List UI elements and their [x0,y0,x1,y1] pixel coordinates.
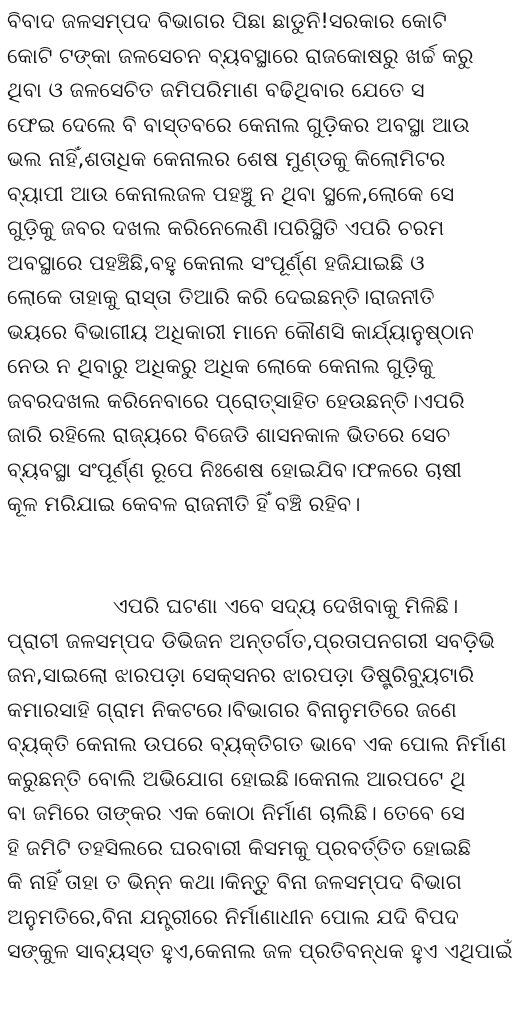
text-line: କରୁଛନ୍ତି ବୋଲି ଅଭିଯୋଗ ହୋଇଛି।କେନାଲ ଆରପଟେ ଥି [7,766,466,791]
text-line: ଫେଇ ଦେଲେ ବି ବାସ୍ତବରେ କେନାଲ ଗୁଡ଼ିକର ଅବସ୍ଥା ଆଉ [7,112,470,137]
text-line: କୂଳ ମରିଯାଇ କେବଳ ରାଜନୀତି ହିଁ ବଞ୍ଚି ରହିବ। [7,492,361,516]
text-line: ବ୍ୟବସ୍ଥା ସଂପୂର୍ଣ୍ଣ ରୂପେ ନିଃଶେଷ ହୋଇଯିବ।ଫଳରେ ଚାଷୀ [7,457,462,482]
text-line-indented [7,589,517,624]
text-line: ଭଲ ନାହିଁ,ଶତାଧିକ କେନାଲର ଶେଷ ମୁଣ୍ଡକୁ କିଲୋମିଟର [7,147,446,171]
text-line: କୋଟି ଟଙ୍କା ଜଳସେଚନ ବ୍ୟବସ୍ଥାରେ ରାଜକୋଷରୁ ଖର୍ଚ୍ଚ କରୁ [7,43,474,68]
text-line: ଜାରି ରହିଲେ ରାଜ୍ୟରେ ବିଜେଡି ଶାସନକାଳ ଭିତରେ ସେଚ [7,423,451,447]
text-line: ନେଉ ନ ଥିବାରୁ ଅଧିକରୁ ଅଧିକ ଲୋକେ କେନାଲ ଗୁଡ଼ିକୁ [7,354,434,378]
text-line: ସଙ୍କୁଳ ସାବ୍ୟସ୍ତ ହୁଏ,କେନାଲ ଜଳ ପ୍ରତିବନ୍ଧକ ହୁଏ ଏଥିପାଇଁ [7,939,513,963]
text-line: କି ନାହିଁ ତାହା ତ ଭିନ୍ନ କଥା।କିନ୍ତୁ ବିନା ଜଳସମ୍ପଦ ବିଭାଗ [7,870,462,894]
text-line: ଗୁଡ଼ିକୁ ଜବର ଦଖଲ କରିନେଲେଣି।ପରିସ୍ଥିତି ଏପରି ଚରମ [7,216,445,240]
text-line: ପ୍ରାଚୀ ଜଳସମ୍ପଦ ଡିଭିଜନ ଅନ୍ତର୍ଗତ,ପ୍ରତାପନଗରୀ ସବଡ଼ିଭି [7,628,495,653]
text-line: ବା ଜମିରେ ତାଙ୍କର ଏକ କୋଠା ନିର୍ମାଣ ଚାଲିଛି। ତେବେ ସେ [7,801,465,825]
text-line: ବିବାଦ ଜଳସମ୍ପଦ ବିଭାଗର ପିଛା ଛାଡୁନି!ସରକାର କୋଟି [7,9,447,33]
text-line: ବ୍ୟାପୀ ଆଉ କେନାଲଜଳ ପହଞ୍ଚୁ ନ ଥିବା ସ୍ଥଳେ,ଲୋକେ ସେ [7,181,455,206]
text-line: ଥିବା ଓ ଜଳସେଚିତ ଜମିପରିମାଣ ବଢିଥିବାର ଯେତେ ସ [7,78,425,102]
text-line: ହି ଜମିଟି ତହସିଲରେ ଘରବାରୀ କିସମକୁ ପ୍ରବର୍ତ୍ତିତ ହୋଇଛି [7,835,472,860]
text-line: ଜନ,ସାଇଲୋ ଝାରପଡ଼ା ସେକ୍ସନର ଝାରପଡ଼ା ଡିଷ୍ଟ୍ରିବ୍ୟୁଟାରି [7,663,475,687]
text-line: ଲୋକେ ତାହାକୁ ରାସ୍ତା ତିଆରି କରି ଦେଇଛନ୍ତି।ରାଜନୀତି [7,285,435,309]
text-line: ବ୍ୟକ୍ତି କେନାଲ ଉପରେ ବ୍ୟକ୍ତିଗତ ଭାବେ ଏକ ପୋଲ ନିର୍ମାଣ [7,732,507,756]
paragraph-2 [7,589,517,969]
paragraph-1 [7,4,517,522]
text-line-content: ଏପରି ଘଟଣା ଏବେ ସଦ୍ୟ ଦେଖିବାକୁ ମିଳିଛି। [113,594,459,618]
text-line: ଭୟରେ ବିଭାଗୀୟ ଅଧିକାରୀ ମାନେ କୌଣସି କାର୍ଯ୍ୟାନୁଷ୍ଠାନ [7,319,474,344]
text-line: ଅବସ୍ଥାରେ ପହଞ୍ଚିଛି,ବହୁ କେନାଲ ସଂପୂର୍ଣ୍ଣ ହଜିଯାଇଛି ଓ [7,250,425,275]
text-line: କମାରସାହି ଗ୍ରାମ ନିକଟରେ।ବିଭାଗର ବିନାନୁମତିରେ ଜଣେ [7,697,457,722]
text-line: ଜବରଦଖଲ କରିନେବାରେ ପ୍ରୋତ୍ସାହିତ ହେଉଛନ୍ତି।ଏପରି [7,388,465,413]
text-line: ଅନୁମତିରେ,ବିନା ଯନ୍ତ୍ରୀରେ ନିର୍ମାଣାଧୀନ ପୋଲ ଯଦି ବିପଦ [7,904,459,929]
